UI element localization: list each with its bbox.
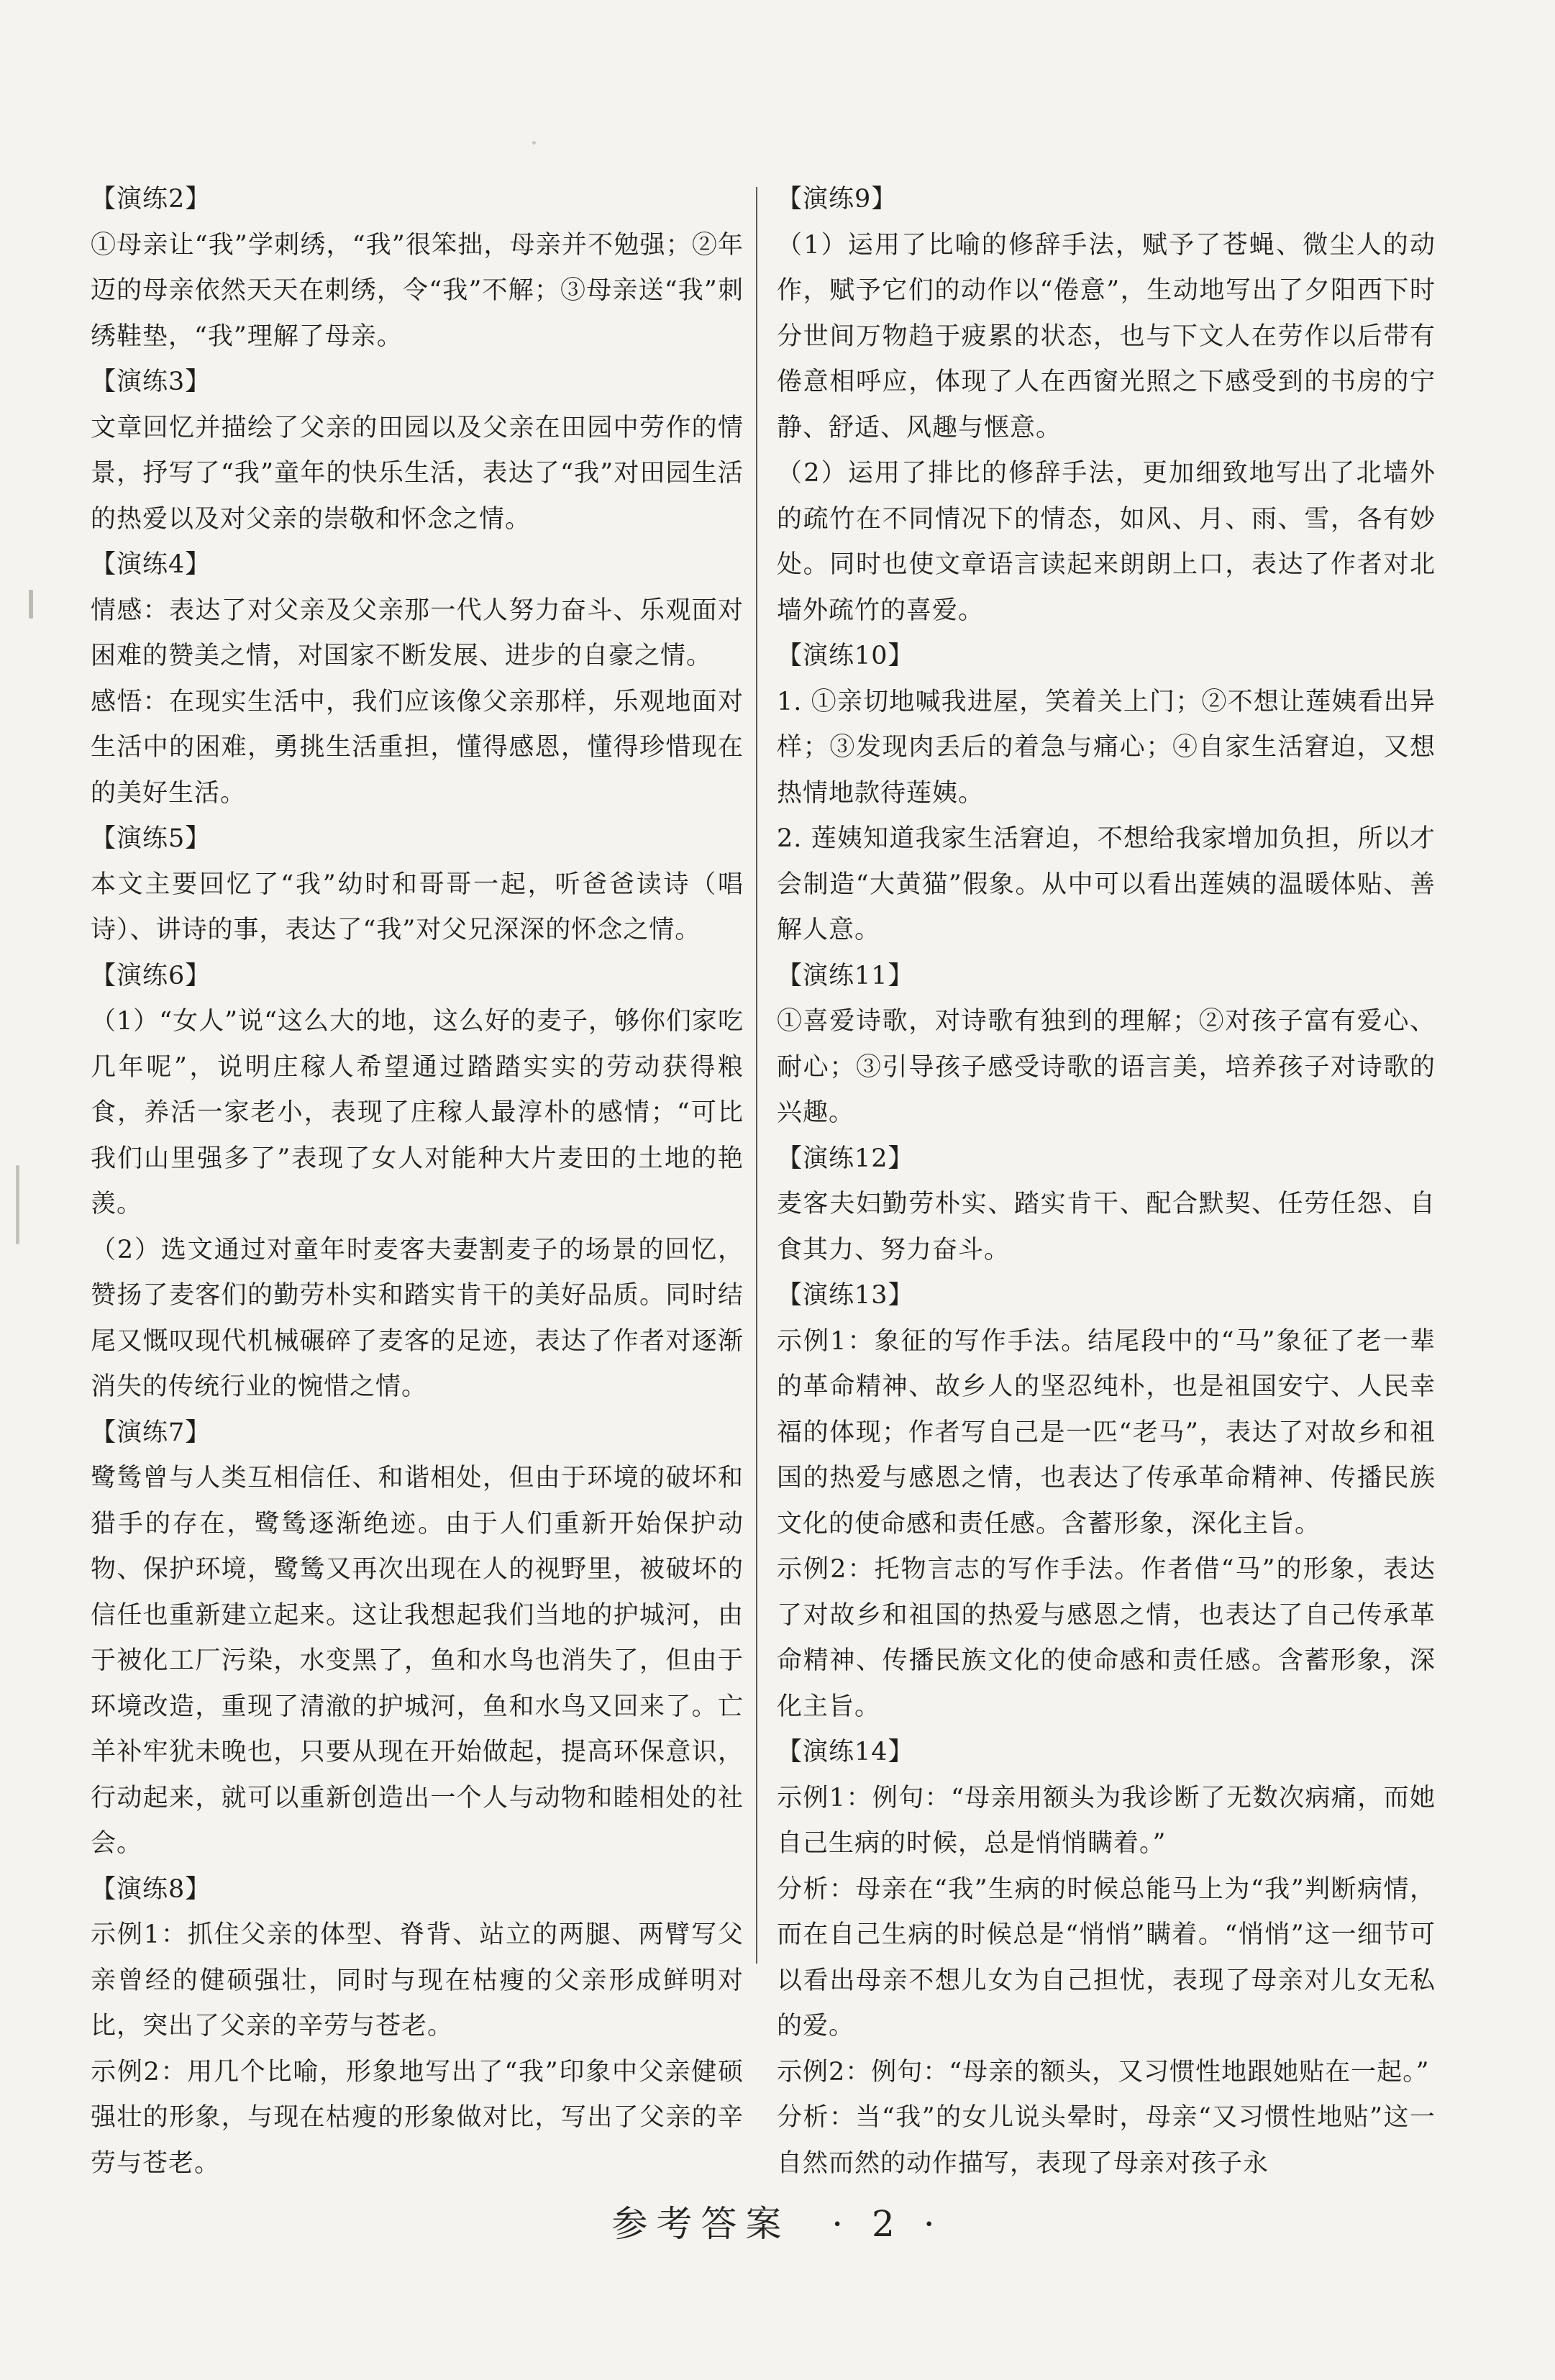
answer-paragraph: 示例1：抓住父亲的体型、脊背、站立的两腿、两臂写父亲曾经的健硕强壮，同时与现在枯瘦的父亲形成鲜明对比，突出了父亲的辛劳与苍老。 [91,1920,744,2041]
answer-paragraph: 示例2：托物言志的写作手法。作者借“马”的形象，表达了对故乡和祖国的热爱与感恩之情，也表达了自己传承革命精神、传播民族文化的使命感和责任感。含蓄形象，深化主旨。 [777,1555,1436,1721]
exercise-heading: 【演练6】 [91,961,211,990]
answer-paragraph: 文章回忆并描绘了父亲的田园以及父亲在田园中劳作的情景，抒写了“我”童年的快乐生活，表达了“我”对田园生活的热爱以及对父亲的崇敬和怀念之情。 [91,413,744,534]
answer-paragraph: 1. ①亲切地喊我进屋，笑着关上门；②不想让莲姨看出异样；③发现肉丢后的着急与痛心；④自家生活窘迫，又想热情地款待莲姨。 [777,687,1436,808]
exercise-section [777,177,1436,634]
footer-label: 参考答案 [611,2203,790,2245]
answer-paragraph: 2. 莲姨知道我家生活窘迫，不想给我家增加负担，所以才会制造“大黄猫”假象。从中可以看出莲姨的温暖体贴、善解人意。 [777,824,1436,944]
exercise-heading: 【演练2】 [91,185,211,214]
exercise-heading: 【演练9】 [777,185,898,214]
exercise-section [91,954,744,1410]
exercise-heading: 【演练7】 [91,1418,211,1447]
exercise-heading: 【演练11】 [777,961,914,990]
answer-paragraph: 分析：母亲在“我”生病的时候总能马上为“我”判断病情，而在自己生病的时候总是“悄悄”瞒着。“悄悄”这一细节可以看出母亲不想儿女为自己担忧，表现了母亲对儿女无私的爱。 [777,1874,1436,2041]
left-column [91,177,744,2187]
column-divider [756,187,757,1964]
answer-paragraph: ①喜爱诗歌，对诗歌有独到的理解；②对孩子富有爱心、耐心；③引导孩子感受诗歌的语言美，培养孩子对诗歌的兴趣。 [777,1007,1436,1127]
exercise-section [777,634,1436,954]
answer-paragraph: 示例2：例句：“母亲的额头，又习惯性地跟她贴在一起。” [777,2057,1430,2087]
exercise-section [777,1730,1436,2187]
answer-paragraph: （2）选文通过对童年时麦客夫妻割麦子的场景的回忆，赞扬了麦客们的勤劳朴实和踏实肯干的美好品质。同时结尾又慨叹现代机械碾碎了麦客的足迹，表达了作者对逐渐消失的传统行业的惋惜之情。 [91,1235,744,1401]
page-number: · 2 · [831,2203,944,2245]
answer-paragraph: 示例2：用几个比喻，形象地写出了“我”印象中父亲健硕强壮的形象，与现在枯瘦的形象做对比，写出了父亲的辛劳与苍老。 [91,2057,744,2178]
exercise-section [777,1273,1436,1730]
exercise-heading: 【演练14】 [777,1738,914,1766]
exercise-section [91,177,744,360]
exercise-section [91,360,744,542]
exercise-section [777,1136,1436,1274]
paper-speck [532,141,536,145]
exercise-heading: 【演练8】 [91,1874,211,1904]
answer-paragraph: （2）运用了排比的修辞手法，更加细致地写出了北墙外的疏竹在不同情况下的情态，如风、月、雨、雪，各有妙处。同时也使文章语言读起来朗朗上口，表达了作者对北墙外疏竹的喜爱。 [777,459,1436,625]
exercise-section [777,954,1436,1136]
exercise-section [91,1410,744,1867]
exercise-section [91,816,744,954]
exercise-heading: 【演练13】 [777,1281,914,1310]
answer-paragraph: 情感：表达了对父亲及父亲那一代人努力奋斗、乐观面对困难的赞美之情，对国家不断发展、进步的自豪之情。 [91,596,744,670]
answer-paragraph: 麦客夫妇勤劳朴实、踏实肯干、配合默契、任劳任怨、自食其力、努力奋斗。 [777,1190,1436,1264]
exercise-section [91,542,744,816]
exercise-section [91,1867,744,2187]
page-footer [0,2195,1555,2247]
exercise-heading: 【演练3】 [91,368,211,396]
exercise-heading: 【演练4】 [91,550,211,579]
answer-paragraph: （1）运用了比喻的修辞手法，赋予了苍蝇、微尘人的动作，赋予它们的动作以“倦意”，生动地写出了夕阳西下时分世间万物趋于疲累的状态，也与下文人在劳作以后带有倦意相呼应，体现了人在西窗光照之下感受到的书房的宁静、舒适、风趣与惬意。 [777,230,1436,442]
answer-paragraph: ①母亲让“我”学刺绣，“我”很笨拙，母亲并不勉强；②年迈的母亲依然天天在刺绣，令“我”不解；③母亲送“我”刺绣鞋垫，“我”理解了母亲。 [91,230,744,351]
answer-paragraph: 示例1：象征的写作手法。结尾段中的“马”象征了老一辈的革命精神、故乡人的坚忍纯朴，也是祖国安宁、人民幸福的体现；作者写自己是一匹“老马”，表达了对故乡和祖国的热爱与感恩之情，也表达了传承革命精神、传播民族文化的使命感和责任感。含蓄形象，深化主旨。 [777,1326,1436,1538]
answer-paragraph: 鹭鸶曾与人类互相信任、和谐相处，但由于环境的破坏和猎手的存在，鹭鸶逐渐绝迹。由于人们重新开始保护动物、保护环境，鹭鸶又再次出现在人的视野里，被破坏的信任也重新建立起来。这让我想起我们当地的护城河，由于被化工厂污染，水变黑了，鱼和水鸟也消失了，但由于环境改造，重现了清澈的护城河，鱼和水鸟又回来了。亡羊补牢犹未晚也，只要从现在开始做起，提高环保意识，行动起来，就可以重新创造出一个人与动物和睦相处的社会。 [91,1464,744,1858]
answer-paragraph: 本文主要回忆了“我”幼时和哥哥一起，听爸爸读诗（唱诗）、讲诗的事，表达了“我”对父兄深深的怀念之情。 [91,870,744,944]
answer-paragraph: 分析：当“我”的女儿说头晕时，母亲“又习惯性地贴”这一自然而然的动作描写，表现了母亲对孩子永 [777,2103,1436,2178]
exercise-heading: 【演练10】 [777,642,914,670]
exercise-heading: 【演练12】 [777,1144,914,1173]
exercise-heading: 【演练5】 [91,824,211,853]
answer-paragraph: （1）“女人”说“这么大的地，这么好的麦子，够你们家吃几年呢”，说明庄稼人希望通过踏踏实实的劳动获得粮食，养活一家老小，表现了庄稼人最淳朴的感情；“可比我们山里强多了”表现了女人对能种大片麦田的土地的艳羡。 [91,1007,744,1218]
paper-speck [29,590,33,619]
answer-paragraph: 示例1：例句：“母亲用额头为我诊断了无数次病痛，而她自己生病的时候，总是悄悄瞒着。” [777,1783,1436,1858]
paper-speck [16,1165,19,1244]
right-column [777,177,1436,2187]
answer-paragraph: 感悟：在现实生活中，我们应该像父亲那样，乐观地面对生活中的困难，勇挑生活重担，懂得感恩，懂得珍惜现在的美好生活。 [91,687,744,808]
